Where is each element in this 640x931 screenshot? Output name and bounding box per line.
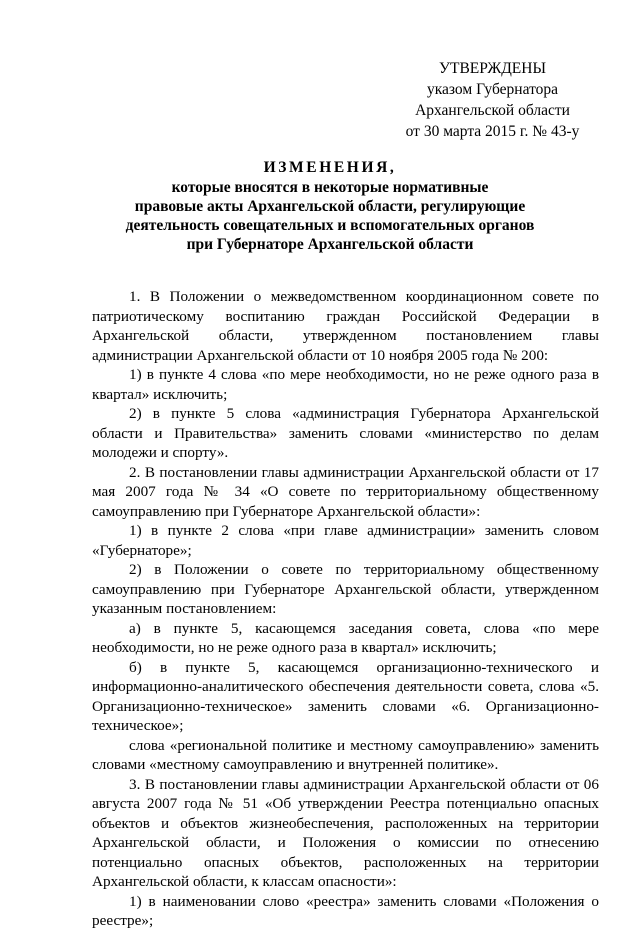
approval-line-4: от 30 марта 2015 г. № 43-у [405, 123, 580, 140]
title-line-4: при Губернаторе Архангельской области [186, 236, 474, 253]
paragraph-1-item-1: 1) в пункте 4 слова «по мере необходимости, но не реже одного раза в квартал» исключить; [92, 366, 599, 403]
paragraph-2-item-2: 2) в Положении о совете по территориальному общественному самоуправлению при Губернаторе Архангельской области, утвержденном указанным постановлением: [92, 561, 599, 617]
title-line-2: правовые акты Архангельской области, регулирующие [134, 198, 526, 215]
title-line-1: которые вносятся в некоторые нормативные [171, 179, 489, 196]
paragraph-2: 2. В постановлении главы администрации Архангельской области от 17 мая 2007 года № 34 «О совете по территориальному общественному самоуправлению при Губернаторе Архангельской области»: [92, 463, 599, 520]
paragraph-2-item-1: 1) в пункте 2 слова «при главе администрации» заменить словом «Губернаторе»; [92, 522, 599, 559]
paragraph-2-item-2b: б) в пункте 5, касающемся организационно-технического и информационно-аналитического обеспечения деятельности совета, слова «5. Организационно-техническое» заменить словами «6. Организационно-техническое»; [92, 658, 599, 734]
paragraph-3-item-1: 1) в наименовании слово «реестра» заменить словами «Положения о реестре»; [92, 892, 599, 929]
title-line-3: деятельность совещательных и вспомогательных органов [125, 217, 535, 234]
approval-line-3: Архангельской области [415, 102, 570, 119]
paragraph-2-item-2b-cont: слова «региональной политике и местному самоуправлению» заменить словами «местному самоуправлению и внутренней политике». [92, 736, 599, 773]
paragraph-1: 1. В Положении о межведомственном координационном совете по патриотическому воспитанию граждан Российской Федерации в Архангельской области, утвержденном постановлением главы администрации Архангельской области от 10 ноября 2005 года № 200: [92, 288, 599, 364]
approval-line-2: указом Губернатора [426, 81, 559, 98]
approval-line-1: УТВЕРЖДЕНЫ [439, 60, 546, 77]
document-body [92, 287, 599, 931]
document-title [80, 158, 580, 254]
paragraph-2-item-2a: а) в пункте 5, касающемся заседания совета, слова «по мере необходимости, но не реже одного раза в квартал» исключить; [92, 619, 599, 656]
paragraph-1-item-2: 2) в пункте 5 слова «администрация Губернатора Архангельской области и Правительства» заменить словами «министерство по делам молодежи и спорту». [92, 405, 599, 461]
paragraph-3: 3. В постановлении главы администрации Архангельской области от 06 августа 2007 года № 51 «Об утверждении Реестра потенциально опасных объектов и объектов жизнеобеспечения, расположенных на территории Архангельской области, и Положения о комиссии по отнесению потенциально опасных объектов, расположенных на территории Архангельской области, к классам опасности»: [92, 775, 599, 890]
approval-stamp [400, 58, 585, 142]
title-heading: ИЗМЕНЕНИЯ, [263, 159, 397, 176]
